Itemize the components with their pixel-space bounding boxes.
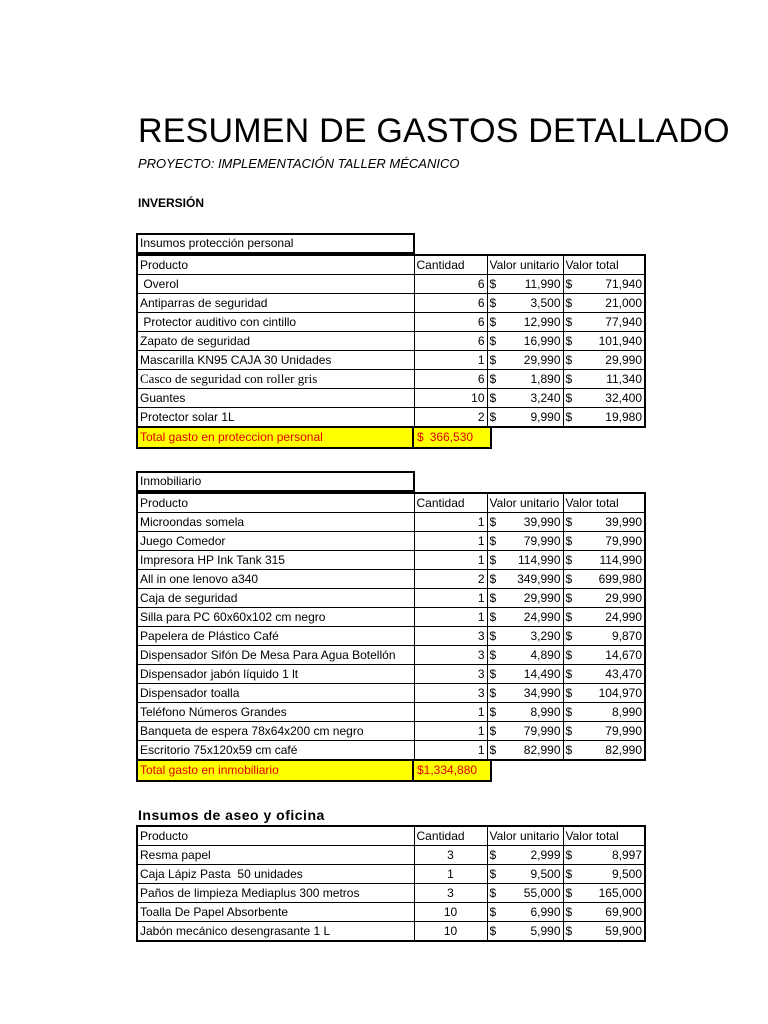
product-name: Silla para PC 60x60x102 cm negro [137,608,414,627]
currency-symbol: $ [489,867,497,881]
amount: 59,900 [605,924,642,938]
page-title: RESUMEN DE GASTOS DETALLADO [138,112,730,150]
line-total [563,332,645,351]
currency-symbol: $ [489,534,497,548]
line-total [563,275,645,294]
currency-symbol: $ [489,334,497,348]
amount: 24,990 [605,610,642,624]
table-row [137,884,645,903]
product-name: Impresora HP Ink Tank 315 [137,551,414,570]
amount: 82,990 [523,743,561,757]
unit-price [487,703,563,722]
currency-symbol: $ [489,724,497,738]
table-row [137,551,645,570]
unit-price [487,370,563,389]
product-name: Caja de seguridad [137,589,414,608]
currency-symbol: $ [489,924,497,938]
table-title: Insumos protección personal [136,233,415,254]
amount: 55,000 [523,886,561,900]
amount: 114,990 [599,553,642,567]
amount: 8,990 [530,705,561,719]
table-inmobiliario [136,471,646,782]
unit-price [487,294,563,313]
amount: 3,500 [530,296,561,310]
currency-symbol: $ [565,515,573,529]
amount: 19,980 [605,410,642,424]
quantity: 1 [414,722,487,741]
currency-symbol: $ [489,610,497,624]
product-name: Jabón mecánico desengrasante 1 L [137,922,414,942]
table-row [137,570,645,589]
currency-symbol: $ [565,686,573,700]
currency-symbol: $ [565,667,573,681]
currency-symbol: $ [489,648,497,662]
amount: 21,000 [605,296,642,310]
quantity: 6 [414,370,487,389]
amount: 12,990 [523,315,561,329]
currency-symbol: $ [565,277,573,291]
table-row [137,922,645,942]
amount: 11,340 [606,372,642,386]
line-total [563,551,645,570]
table-row [137,275,645,294]
amount: 14,490 [523,667,561,681]
unit-price [487,275,563,294]
product-name: Mascarilla KN95 CAJA 30 Unidades [137,351,414,370]
currency-symbol: $ [565,705,573,719]
line-total [563,903,645,922]
quantity: 10 [414,903,487,922]
currency-symbol: $ [565,353,573,367]
amount: 16,990 [523,334,561,348]
product-name: Casco de seguridad con roller gris [137,370,414,389]
amount: 9,990 [530,410,561,424]
product-name: Caja Lápiz Pasta 50 unidades [137,865,414,884]
quantity: 3 [414,646,487,665]
amount: 77,940 [605,315,642,329]
line-total [563,570,645,589]
line-total [563,684,645,703]
unit-price [487,589,563,608]
currency-symbol: $ [565,610,573,624]
currency-symbol: $ [417,430,424,444]
data-table [136,254,646,428]
unit-price [487,351,563,370]
amount: 71,940 [605,277,642,291]
table-row [137,389,645,408]
currency-symbol: $ [489,905,497,919]
quantity: 3 [414,627,487,646]
unit-price [487,922,563,942]
amount: 8,997 [611,848,642,862]
table-row [137,703,645,722]
amount: 2,999 [530,848,561,862]
unit-price [487,570,563,589]
table-row [137,408,645,428]
currency-symbol: $ [565,391,573,405]
column-header-cantidad: Cantidad [414,255,487,275]
line-total [563,294,645,313]
currency-symbol: $ [565,591,573,605]
unit-price [487,684,563,703]
currency-symbol: $ [565,534,573,548]
quantity: 1 [414,703,487,722]
amount: 29,990 [523,591,561,605]
column-header-unitario: Valor unitario [487,493,563,513]
quantity: 2 [414,570,487,589]
product-name: All in one lenovo a340 [137,570,414,589]
currency-symbol: $ [565,334,573,348]
quantity: 1 [414,589,487,608]
amount: 9,500 [530,867,561,881]
table-row [137,332,645,351]
currency-symbol: $ [489,353,497,367]
total-row [136,761,646,782]
data-table [136,825,646,942]
total-row [136,428,646,449]
line-total [563,646,645,665]
quantity: 1 [414,865,487,884]
unit-price [487,741,563,761]
amount: 3,290 [530,629,561,643]
quantity: 1 [414,551,487,570]
amount: 69,900 [605,905,642,919]
amount: 4,890 [530,648,561,662]
unit-price [487,722,563,741]
product-name: Antiparras de seguridad [137,294,414,313]
line-total [563,703,645,722]
currency-symbol: $ [489,591,497,605]
amount: 14,670 [605,648,642,662]
column-header-unitario: Valor unitario [487,826,563,846]
quantity: 1 [414,741,487,761]
amount: 11,990 [524,277,561,291]
unit-price [487,332,563,351]
amount: 32,400 [605,391,642,405]
table-row [137,741,645,761]
line-total [563,408,645,428]
line-total [563,589,645,608]
table-row [137,846,645,865]
unit-price [487,846,563,865]
currency-symbol: $ [565,629,573,643]
amount: 29,990 [605,591,642,605]
currency-symbol: $ [565,648,573,662]
amount: 104,970 [598,686,642,700]
currency-symbol: $ [489,686,497,700]
currency-symbol: $ [489,391,497,405]
amount: 39,990 [523,515,561,529]
product-name: Escritorio 75x120x59 cm café [137,741,414,761]
unit-price [487,532,563,551]
amount: 39,990 [605,515,642,529]
column-header-total: Valor total [563,493,645,513]
total-label: Total gasto en proteccion personal [136,428,412,449]
currency-symbol: $ [565,296,573,310]
quantity: 1 [414,351,487,370]
table-row [137,646,645,665]
unit-price [487,608,563,627]
unit-price [487,513,563,532]
amount: 349,990 [517,572,561,586]
table-row [137,513,645,532]
column-header-producto: Producto [137,826,414,846]
product-name: Microondas somela [137,513,414,532]
table-header-row [137,826,645,846]
unit-price [487,389,563,408]
amount: 6,990 [530,905,561,919]
currency-symbol: $ [489,705,497,719]
product-name: Toalla De Papel Absorbente [137,903,414,922]
product-name: Banqueta de espera 78x64x200 cm negro [137,722,414,741]
amount: 8,990 [611,705,642,719]
table-title: Insumos de aseo y oficina [138,807,325,823]
line-total [563,722,645,741]
currency-symbol: $ [489,743,497,757]
amount: 3,240 [530,391,561,405]
product-name: Resma papel [137,846,414,865]
table-row [137,532,645,551]
amount: 79,990 [605,534,642,548]
currency-symbol: $ [489,515,497,529]
unit-price [487,551,563,570]
currency-symbol: $ [565,553,573,567]
currency-symbol: $ [489,277,497,291]
table-header-row [137,493,645,513]
table-row [137,684,645,703]
product-name: Overol [137,275,414,294]
currency-symbol: $ [565,886,573,900]
line-total [563,846,645,865]
product-name: Dispensador jabón líquido 1 lt [137,665,414,684]
total-amount: 366,530 [429,430,474,444]
amount: 114,990 [518,553,561,567]
quantity: 1 [414,513,487,532]
unit-price [487,665,563,684]
amount: 34,990 [523,686,561,700]
currency-symbol: $ [489,848,497,862]
product-name: Protector auditivo con cintillo [137,313,414,332]
line-total [563,370,645,389]
currency-symbol: $ [565,315,573,329]
column-header-total: Valor total [563,255,645,275]
table-row [137,313,645,332]
table-insumos-proteccion [136,233,646,449]
currency-symbol: $ [489,296,497,310]
table-row [137,903,645,922]
product-name: Dispensador toalla [137,684,414,703]
amount: 79,990 [605,724,642,738]
unit-price [487,903,563,922]
quantity: 2 [414,408,487,428]
amount: 9,870 [611,629,642,643]
quantity: 3 [414,665,487,684]
currency-symbol: $ [489,372,497,386]
currency-symbol: $ [489,553,497,567]
table-header-row [137,255,645,275]
line-total [563,741,645,761]
quantity: 10 [414,922,487,942]
table-insumos-aseo [136,806,646,942]
line-total [563,351,645,370]
amount: 5,990 [530,924,561,938]
amount: 79,990 [523,534,561,548]
table-row [137,589,645,608]
currency-symbol: $ [489,886,497,900]
currency-symbol: $ [489,410,497,424]
total-label: Total gasto en inmobiliario [136,761,412,782]
total-value [412,428,492,449]
column-header-producto: Producto [137,255,414,275]
column-header-total: Valor total [563,826,645,846]
amount: 1,890 [530,372,561,386]
data-table [136,492,646,761]
project-subtitle: PROYECTO: IMPLEMENTACIÓN TALLER MÉCANICO [138,156,460,171]
currency-symbol: $ [489,629,497,643]
quantity: 3 [414,846,487,865]
table-row [137,722,645,741]
currency-symbol: $ [565,410,573,424]
table-row [137,608,645,627]
amount: 165,000 [598,886,642,900]
line-total [563,665,645,684]
quantity: 6 [414,275,487,294]
table-row [137,865,645,884]
line-total [563,627,645,646]
quantity: 6 [414,332,487,351]
table-row [137,665,645,684]
currency-symbol: $ [565,572,573,586]
line-total [563,884,645,903]
table-row [137,627,645,646]
line-total [563,608,645,627]
table-row [137,370,645,389]
line-total [563,532,645,551]
currency-symbol: $ [565,848,573,862]
unit-price [487,313,563,332]
amount: 29,990 [523,353,561,367]
currency-symbol: $ [565,867,573,881]
product-name: Guantes [137,389,414,408]
line-total [563,313,645,332]
currency-symbol: $ [565,372,573,386]
product-name: Dispensador Sifón De Mesa Para Agua Botellón [137,646,414,665]
unit-price [487,865,563,884]
quantity: 10 [414,389,487,408]
quantity: 3 [414,884,487,903]
table-row [137,294,645,313]
table-row [137,351,645,370]
currency-symbol: $ [489,572,497,586]
amount: 43,470 [605,667,642,681]
currency-symbol: $ [565,924,573,938]
amount: 699,980 [598,572,642,586]
currency-symbol: $ [565,724,573,738]
column-header-producto: Producto [137,493,414,513]
product-name: Protector solar 1L [137,408,414,428]
column-header-cantidad: Cantidad [414,826,487,846]
total-amount: $1,334,880 [417,763,478,777]
amount: 29,990 [605,353,642,367]
total-value [412,761,492,782]
unit-price [487,884,563,903]
quantity: 1 [414,532,487,551]
product-name: Zapato de seguridad [137,332,414,351]
line-total [563,922,645,942]
product-name: Juego Comedor [137,532,414,551]
section-label-inversion: INVERSIÓN [138,196,205,210]
amount: 24,990 [523,610,561,624]
column-header-unitario: Valor unitario [487,255,563,275]
line-total [563,865,645,884]
unit-price [487,627,563,646]
currency-symbol: $ [489,315,497,329]
amount: 79,990 [523,724,561,738]
quantity: 6 [414,313,487,332]
product-name: Papelera de Plástico Café [137,627,414,646]
quantity: 6 [414,294,487,313]
amount: 9,500 [611,867,642,881]
unit-price [487,408,563,428]
currency-symbol: $ [489,667,497,681]
amount: 101,940 [598,334,642,348]
quantity: 1 [414,608,487,627]
unit-price [487,646,563,665]
column-header-cantidad: Cantidad [414,493,487,513]
currency-symbol: $ [565,905,573,919]
line-total [563,513,645,532]
product-name: Paños de limpieza Mediaplus 300 metros [137,884,414,903]
line-total [563,389,645,408]
quantity: 3 [414,684,487,703]
amount: 82,990 [605,743,642,757]
product-name: Teléfono Números Grandes [137,703,414,722]
table-title: Inmobiliario [136,471,415,492]
currency-symbol: $ [565,743,573,757]
